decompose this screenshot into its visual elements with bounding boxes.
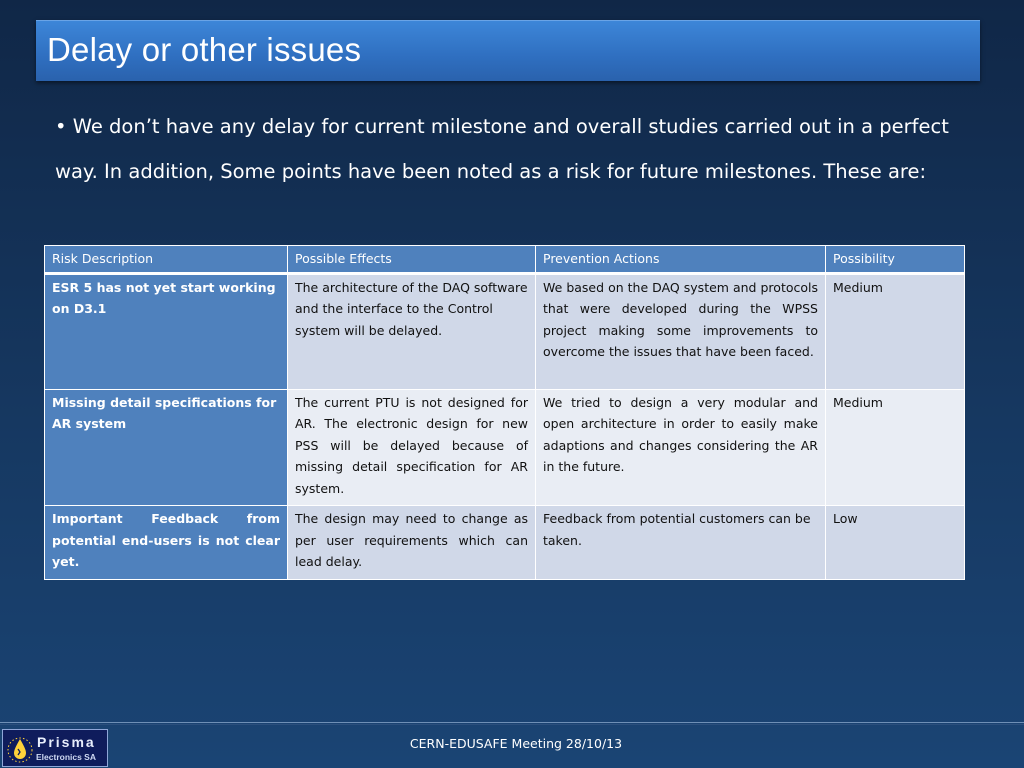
logo-name: Prisma <box>37 734 96 750</box>
risk-description-cell: ESR 5 has not yet start working on D3.1 <box>45 273 288 389</box>
possibility-cell: Low <box>826 506 965 580</box>
footer-divider <box>0 722 1024 723</box>
risk-description-cell: Important Feedback from potential end-users is not clear yet. <box>45 506 288 580</box>
table-row <box>45 506 965 580</box>
footer-meeting-label: CERN-EDUSAFE Meeting 28/10/13 <box>409 736 623 751</box>
header-risk-description: Risk Description <box>45 246 288 274</box>
possible-effects-cell: The current PTU is not designed for AR. The electronic design for new PSS will be delayed because of missing detail specification for AR system. <box>288 389 536 506</box>
prevention-actions-cell: Feedback from potential customers can be taken. <box>536 506 826 580</box>
table-row <box>45 389 965 506</box>
possibility-cell: Medium <box>826 273 965 389</box>
intro-paragraph: • We don’t have any delay for current milestone and overall studies carried out in a perfect way. In addition, Some points have been noted as a risk for future milestones. These are: <box>55 115 949 183</box>
prevention-actions-cell: We based on the DAQ system and protocols that were developed during the WPSS project making some improvements to overcome the issues that have been faced. <box>536 273 826 389</box>
possibility-cell: Medium <box>826 389 965 506</box>
risk-table <box>44 245 965 580</box>
risk-description-cell: Missing detail specifications for AR system <box>45 389 288 506</box>
possible-effects-cell: The design may need to change as per user requirements which can lead delay. <box>288 506 536 580</box>
table-header-row <box>45 246 965 274</box>
possible-effects-cell: The architecture of the DAQ software and the interface to the Control system will be delayed. <box>288 273 536 389</box>
table-row <box>45 273 965 389</box>
prevention-actions-cell: We tried to design a very modular and open architecture in order to easily make adaptions and changes considering the AR in the future. <box>536 389 826 506</box>
header-possibility: Possibility <box>826 246 965 274</box>
header-possible-effects: Possible Effects <box>288 246 536 274</box>
slide-title: Delay or other issues <box>47 31 362 68</box>
header-prevention-actions: Prevention Actions <box>536 246 826 274</box>
logo-subtitle: Electronics SA <box>36 752 96 762</box>
footer-divider-shadow <box>0 724 1024 725</box>
slide-title-bar <box>36 20 980 81</box>
